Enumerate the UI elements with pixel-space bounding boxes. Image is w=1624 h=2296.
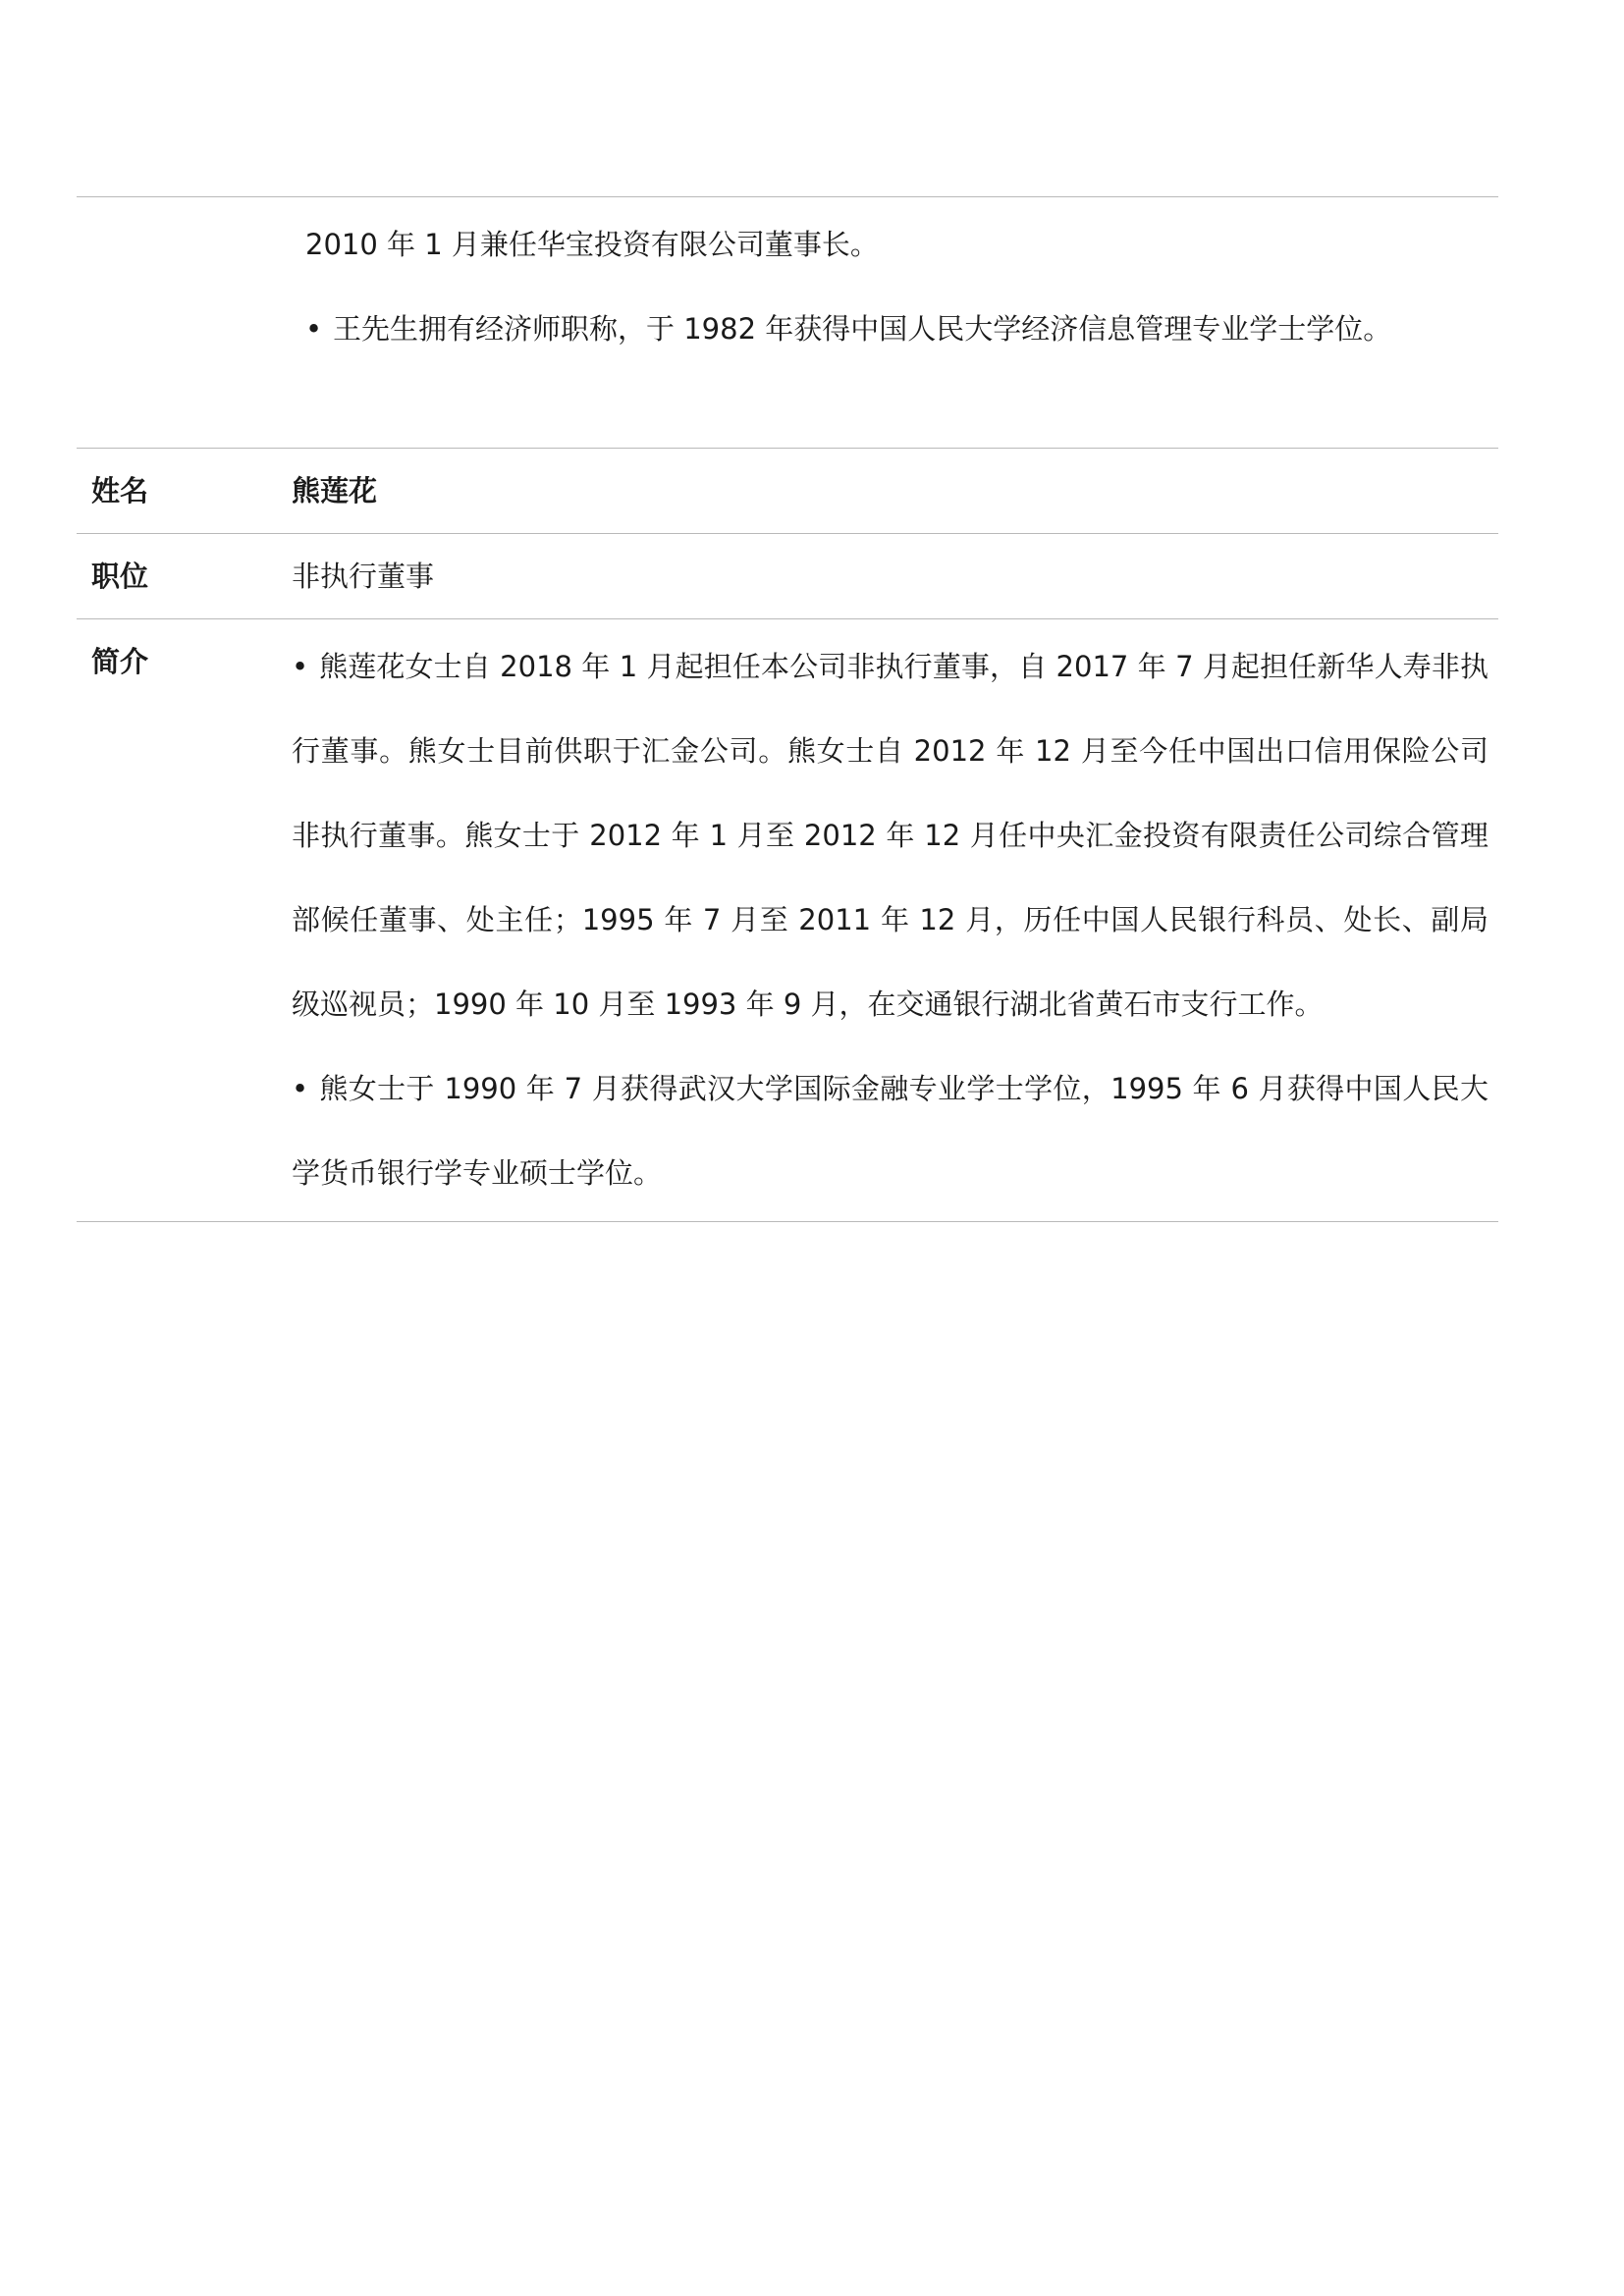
continuation-bullet-text: 王先生拥有经济师职称，于 1982 年获得中国人民大学经济信息管理专业学士学位。 [333,312,1392,346]
bullet-mark: • [292,650,309,683]
name-value: 熊莲花 [292,474,378,507]
bullet-mark: • [305,312,323,346]
continuation-line: 2010 年 1 月兼任华宝投资有限公司董事长。 [305,228,879,261]
continuation-bullet [305,287,1498,371]
position-value: 非执行董事 [292,560,435,593]
bio-label: 简介 [91,645,149,678]
previous-profile-continuation [77,197,1498,448]
name-row [77,449,1498,533]
divider-bottom [77,1221,1498,1222]
name-label: 姓名 [91,474,149,507]
bio-content [292,619,1498,1221]
position-row [77,534,1498,618]
position-label: 职位 [91,560,149,593]
document-page [77,196,1498,1222]
bio-paragraph [292,1046,1489,1215]
bullet-mark: • [292,1072,309,1105]
bio-row [77,619,1498,1221]
bio-paragraph-text: 熊女士于 1990 年 7 月获得武汉大学国际金融专业学士学位，1995 年 6 月获得中国人民大学货币银行学专业硕士学位。 [292,1072,1489,1190]
bio-paragraph-text: 熊莲花女士自 2018 年 1 月起担任本公司非执行董事，自 2017 年 7 月起担任新华人寿非执行董事。熊女士目前供职于汇金公司。熊女士自 2012 年 12 月至今任中国出口信用保险公司非执行董事。熊女士于 2012 年 1 月至 2012 年 12 月任中央汇金投资有限责任公司综合管理部候任董事、处主任；1995 年 7 月至 2011 年 12 月，历任中国人民银行科员、处长、副局级巡视员；1990 年 10 月至 1993 年 9 月，在交通银行湖北省黄石市支行工作。 [292,650,1489,1021]
bio-paragraph [292,624,1489,1046]
